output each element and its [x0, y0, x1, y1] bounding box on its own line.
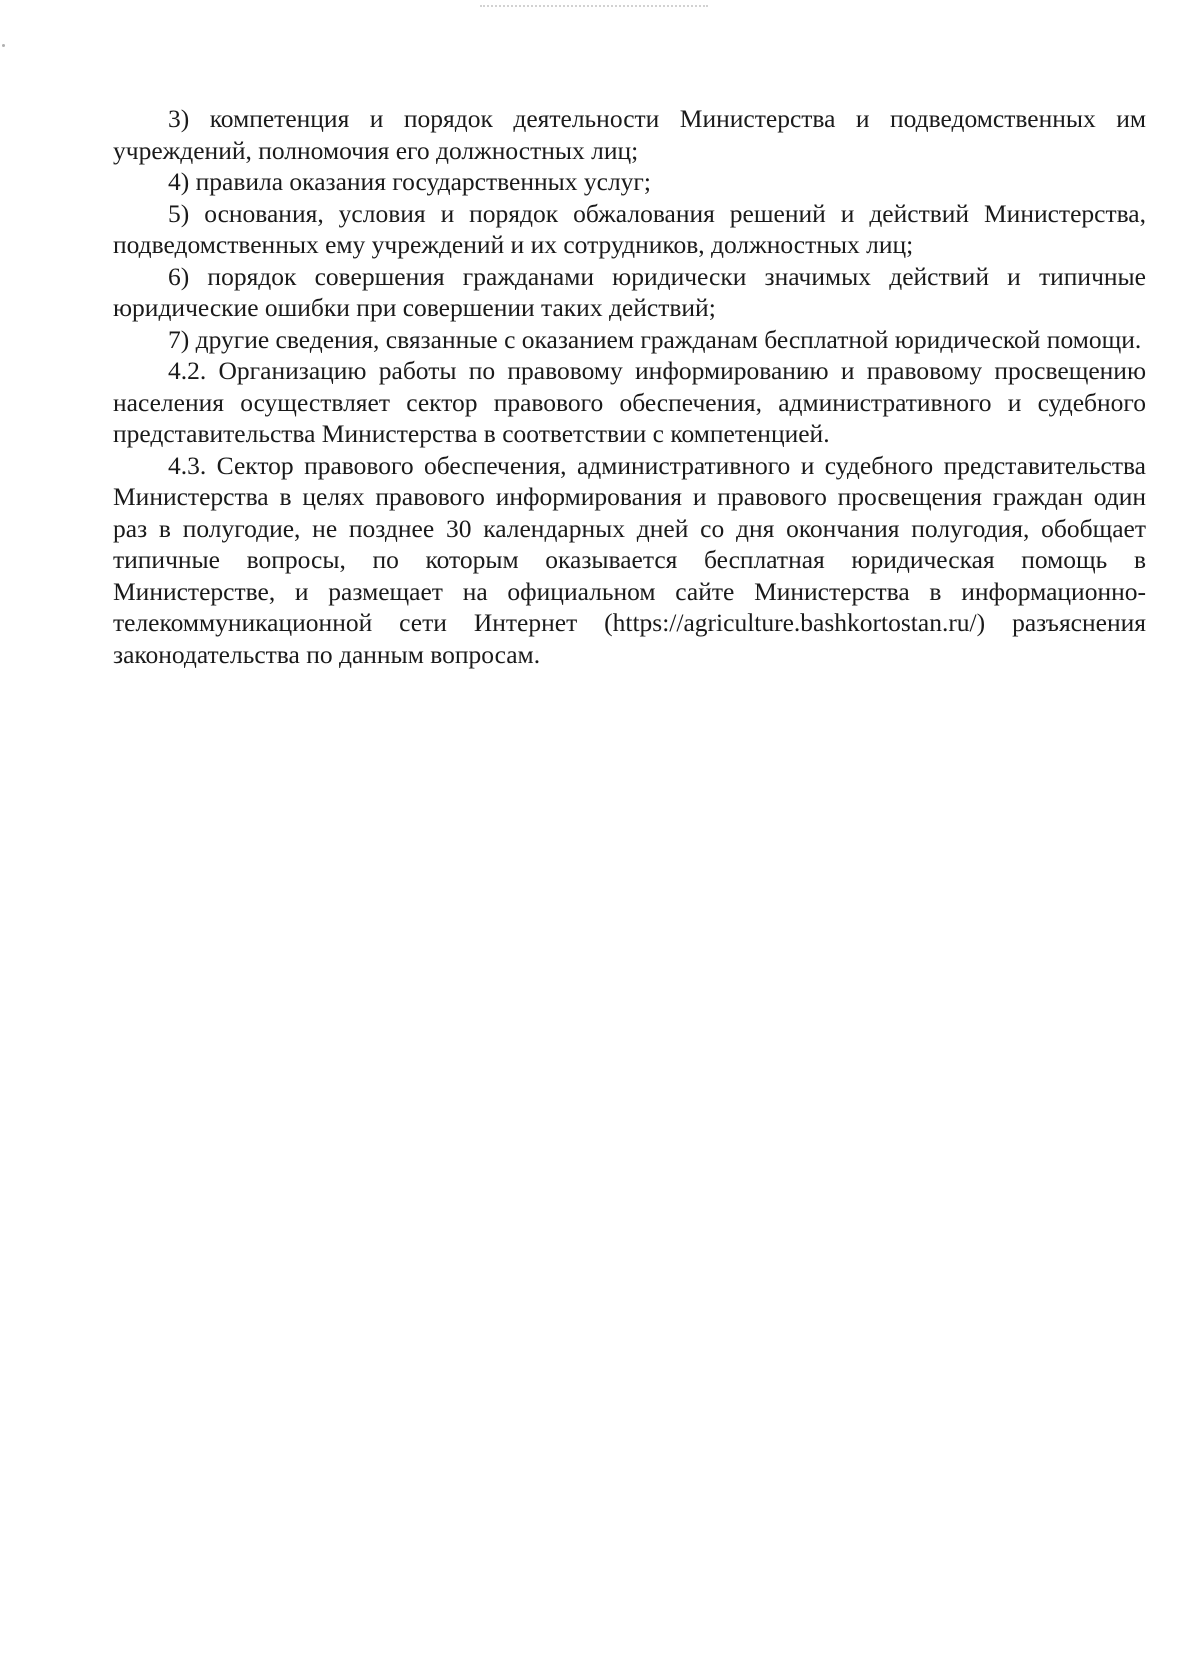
section-4-3: 4.3. Сектор правового обеспечения, административного и судебного представительства Министерства в целях правового информирования и правового просвещения граждан один раз в полугодие, не позднее 30 календарных дней со дня окончания полугодия, обобщает типичные вопросы, по которым оказывается бесплатная юридическая помощь в Министерстве, и размещает на официальном сайте Министерства в информационно-телекоммуникационной сети Интернет (https://agriculture.bashkortostan.ru/) разъяснения законодательства по данным вопросам. [113, 450, 1146, 669]
list-item-6: 6) порядок совершения гражданами юридически значимых действий и типичные юридические ошибки при совершении таких действий; [113, 261, 1146, 322]
list-item-7: 7) другие сведения, связанные с оказанием гражданам бесплатной юридической помощи. [168, 324, 1142, 354]
section-4-2: 4.2. Организацию работы по правовому информированию и правовому просвещению населения осуществляет сектор правового обеспечения, административного и судебного представительства Министерства в соответствии с компетенцией. [113, 356, 1146, 448]
list-item-5: 5) основания, условия и порядок обжалования решений и действий Министерства, подведомственных ему учреждений и их сотрудников, должностных лиц; [113, 198, 1146, 259]
scan-artifact [480, 0, 708, 7]
scan-artifact-dot [2, 44, 5, 47]
list-item-3: 3) компетенция и порядок деятельности Министерства и подведомственных им учреждений, полномочия его должностных лиц; [113, 104, 1146, 165]
document-body [113, 103, 1146, 670]
list-item-4: 4) правила оказания государственных услуг; [168, 167, 651, 196]
